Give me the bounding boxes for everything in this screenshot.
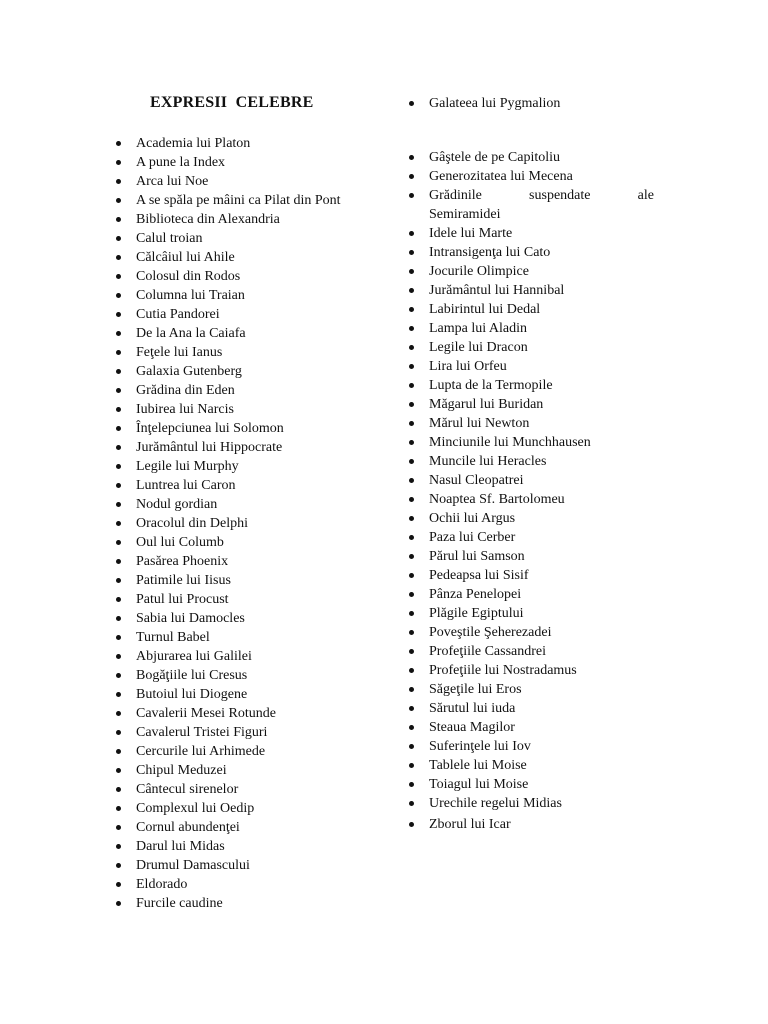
list-item: Cornul abundenţei [114, 818, 384, 837]
list-item: Intransigenţa lui Cato [407, 243, 657, 262]
list-item: Zborul lui Icar [407, 815, 657, 834]
list-item: Sărutul lui iuda [407, 699, 657, 718]
list-item: Profeţiile Cassandrei [407, 642, 657, 661]
list-item: Iubirea lui Narcis [114, 400, 384, 419]
list-item: Galaxia Gutenberg [114, 362, 384, 381]
list-item: Abjurarea lui Galilei [114, 647, 384, 666]
list-item: Mărul lui Newton [407, 414, 657, 433]
list-item: Galateea lui Pygmalion [407, 94, 657, 113]
list-item: Sabia lui Damocles [114, 609, 384, 628]
list-item: Jurământul lui Hannibal [407, 281, 657, 300]
list-item: Calul troian [114, 229, 384, 248]
list-item: Părul lui Samson [407, 547, 657, 566]
list-item: Grădina din Eden [114, 381, 384, 400]
list-item: De la Ana la Caiafa [114, 324, 384, 343]
list-item: Arca lui Noe [114, 172, 384, 191]
list-item: Oul lui Columb [114, 533, 384, 552]
list-item: Cutia Pandorei [114, 305, 384, 324]
left-expressions-list [114, 134, 384, 913]
list-item: Nodul gordian [114, 495, 384, 514]
list-item: Plăgile Egiptului [407, 604, 657, 623]
list-item: Noaptea Sf. Bartolomeu [407, 490, 657, 509]
list-item: Generozitatea lui Mecena [407, 167, 657, 186]
list-item: Lira lui Orfeu [407, 357, 657, 376]
list-item: Drumul Damascului [114, 856, 384, 875]
list-item: Cavalerul Tristei Figuri [114, 723, 384, 742]
list-item: Legile lui Dracon [407, 338, 657, 357]
list-item: A pune la Index [114, 153, 384, 172]
list-item: Pânza Penelopei [407, 585, 657, 604]
list-item: Tablele lui Moise [407, 756, 657, 775]
list-item: Muncile lui Heracles [407, 452, 657, 471]
list-item: Darul lui Midas [114, 837, 384, 856]
list-item: Minciunile lui Munchhausen [407, 433, 657, 452]
list-item: Complexul lui Oedip [114, 799, 384, 818]
list-item: Înţelepciunea lui Solomon [114, 419, 384, 438]
right-last-list [407, 815, 657, 834]
list-item: Turnul Babel [114, 628, 384, 647]
list-item: Biblioteca din Alexandria [114, 210, 384, 229]
list-item: Luntrea lui Caron [114, 476, 384, 495]
list-item: Gâştele de pe Capitoliu [407, 148, 657, 167]
list-item: Patul lui Procust [114, 590, 384, 609]
list-item: Jurământul lui Hippocrate [114, 438, 384, 457]
list-item: Idele lui Marte [407, 224, 657, 243]
list-item: Pasărea Phoenix [114, 552, 384, 571]
list-item: Steaua Magilor [407, 718, 657, 737]
list-item: Butoiul lui Diogene [114, 685, 384, 704]
list-item: Săgeţile lui Eros [407, 680, 657, 699]
list-item: Urechile regelui Midias [407, 794, 657, 813]
list-item: Legile lui Murphy [114, 457, 384, 476]
list-item: Oracolul din Delphi [114, 514, 384, 533]
list-item: Jocurile Olimpice [407, 262, 657, 281]
list-item: Suferinţele lui Iov [407, 737, 657, 756]
list-item: Cercurile lui Arhimede [114, 742, 384, 761]
list-item: Labirintul lui Dedal [407, 300, 657, 319]
list-item: Nasul Cleopatrei [407, 471, 657, 490]
list-item: Patimile lui Iisus [114, 571, 384, 590]
list-item: Ochii lui Argus [407, 509, 657, 528]
list-item: Bogăţiile lui Cresus [114, 666, 384, 685]
list-item: Eldorado [114, 875, 384, 894]
right-expressions-list [407, 148, 657, 813]
list-item: Cavalerii Mesei Rotunde [114, 704, 384, 723]
list-item: Academia lui Platon [114, 134, 384, 153]
list-item: Măgarul lui Buridan [407, 395, 657, 414]
list-item: Furcile caudine [114, 894, 384, 913]
list-item: Pedeapsa lui Sisif [407, 566, 657, 585]
list-item: Lampa lui Aladin [407, 319, 657, 338]
page-title: EXPRESII CELEBRE [150, 94, 314, 111]
list-item: Chipul Meduzei [114, 761, 384, 780]
list-item: Columna lui Traian [114, 286, 384, 305]
list-item: Colosul din Rodos [114, 267, 384, 286]
list-item: Feţele lui Ianus [114, 343, 384, 362]
list-item: Profeţiile lui Nostradamus [407, 661, 657, 680]
list-item: Lupta de la Termopile [407, 376, 657, 395]
list-item: A se spăla pe mâini ca Pilat din Pont [114, 191, 384, 210]
list-item: Călcâiul lui Ahile [114, 248, 384, 267]
list-item: Toiagul lui Moise [407, 775, 657, 794]
right-first-list [407, 94, 657, 113]
list-item: Cântecul sirenelor [114, 780, 384, 799]
list-item: Poveştile Şeherezadei [407, 623, 657, 642]
list-item: Paza lui Cerber [407, 528, 657, 547]
list-item: Grădinile suspendate ale Semiramidei [407, 186, 657, 224]
